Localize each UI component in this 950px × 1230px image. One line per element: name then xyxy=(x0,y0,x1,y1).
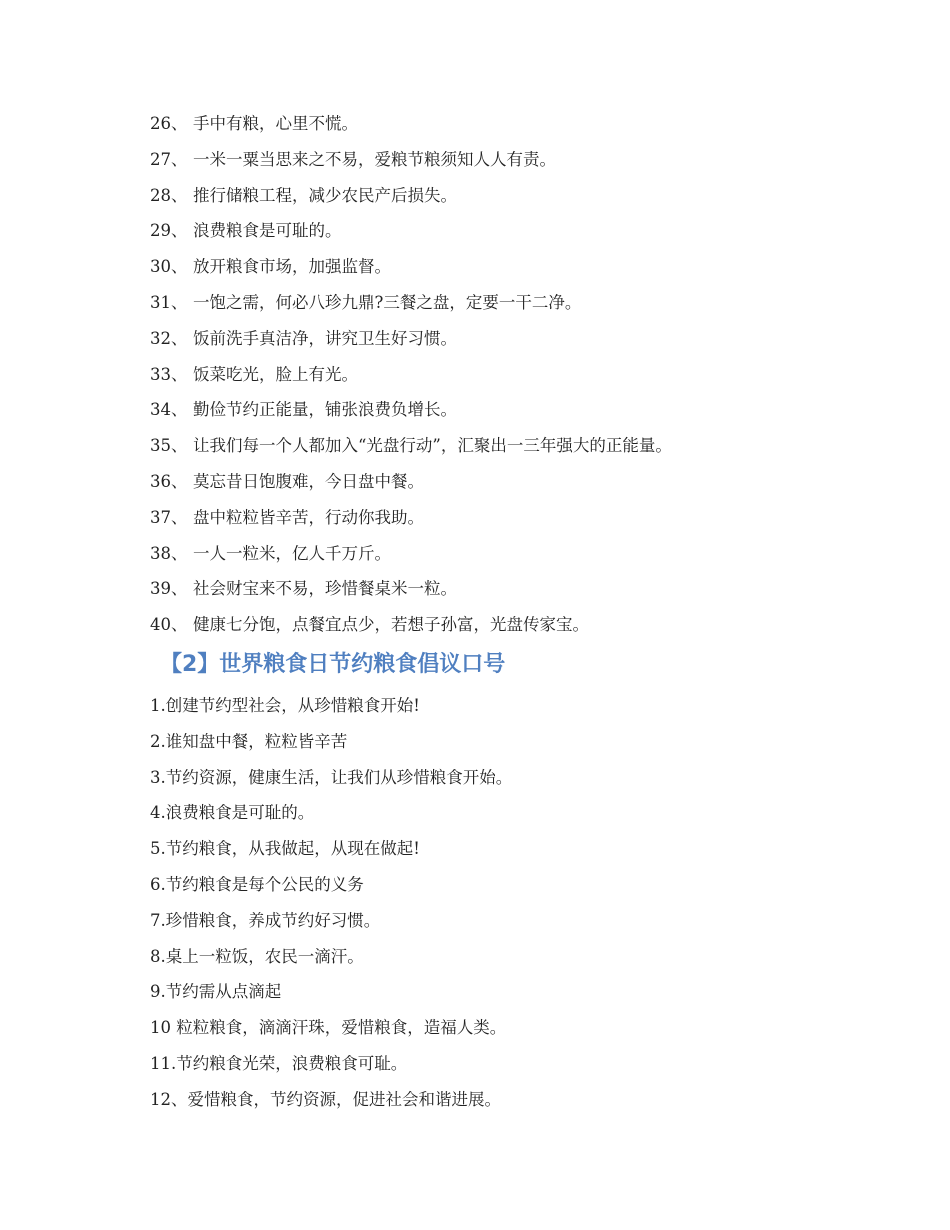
item-text: 一人一粒米，亿人千万斤。 xyxy=(193,543,391,563)
list-item: 1.创建节约型社会，从珍惜粮食开始! xyxy=(150,696,420,715)
list-item xyxy=(150,184,672,220)
item-number: 39、 xyxy=(150,579,188,599)
list-item xyxy=(150,613,672,649)
list-item: 3.节约资源，健康生活，让我们从珍惜粮食开始。 xyxy=(150,767,513,787)
item-text: 放开粮食市场，加强监督。 xyxy=(193,257,391,277)
item-number: 36、 xyxy=(150,471,188,491)
item-text: 一米一粟当思来之不易，爱粮节粮须知人人有责。 xyxy=(193,149,556,169)
list-item xyxy=(150,506,672,542)
list-item: 8.桌上一粒饭，农民一滴汗。 xyxy=(150,946,364,966)
item-number: 34、 xyxy=(150,400,188,420)
item-text: 健康七分饱，点餐宜点少，若想子孙富，光盘传家宝。 xyxy=(193,615,589,635)
list-item xyxy=(150,470,672,506)
item-text: 手中有粮，心里不慌。 xyxy=(193,114,358,133)
item-text: 饭菜吃光，脸上有光。 xyxy=(193,364,358,384)
item-number: 38、 xyxy=(150,543,188,563)
item-number: 27、 xyxy=(150,149,188,169)
item-text: 盘中粒粒皆辛苦，行动你我助。 xyxy=(193,507,424,527)
section-heading: 【2】世界粮食日节约粮食倡议口号 xyxy=(160,652,506,677)
item-number: 35、 xyxy=(150,436,188,456)
list-item xyxy=(150,434,672,470)
item-number: 26、 xyxy=(150,114,188,133)
item-number: 29、 xyxy=(150,221,188,241)
item-text: 社会财宝来不易，珍惜餐桌米一粒。 xyxy=(193,579,457,599)
item-text: 饭前洗手真洁净，讲究卫生好习惯。 xyxy=(193,328,457,348)
item-number: 32、 xyxy=(150,328,188,348)
list-item xyxy=(150,291,672,327)
item-number: 40、 xyxy=(150,615,188,635)
item-text: 浪费粮食是可耻的。 xyxy=(193,221,342,241)
slogan-list-part2 xyxy=(150,694,512,1124)
item-text: 莫忘昔日饱腹难，今日盘中餐。 xyxy=(193,471,424,491)
slogan-list-part1 xyxy=(150,112,672,649)
list-item xyxy=(150,255,672,291)
list-item: 12、爱惜粮食，节约资源，促进社会和谐进展。 xyxy=(150,1089,501,1109)
list-item: 11.节约粮食光荣，浪费粮食可耻。 xyxy=(150,1053,408,1073)
list-item: 7.珍惜粮食，养成节约好习惯。 xyxy=(150,910,381,930)
item-text: 推行储粮工程，减少农民产后损失。 xyxy=(193,185,457,205)
list-item: 5.节约粮食，从我做起，从现在做起! xyxy=(150,839,420,859)
item-text: 让我们每一个人都加入“光盘行动”，汇聚出一三年强大的正能量。 xyxy=(193,436,672,456)
item-number: 30、 xyxy=(150,257,188,277)
item-text: 勤俭节约正能量，铺张浪费负增长。 xyxy=(193,400,457,420)
list-item xyxy=(150,327,672,363)
item-number: 28、 xyxy=(150,185,188,205)
item-number: 33、 xyxy=(150,364,188,384)
list-item xyxy=(150,219,672,255)
list-item: 2.谁知盘中餐，粒粒皆辛苦 xyxy=(150,731,348,751)
list-item xyxy=(150,577,672,613)
item-number: 31、 xyxy=(150,292,188,312)
list-item: 4.浪费粮食是可耻的。 xyxy=(150,803,315,823)
list-item: 9.节约需从点滴起 xyxy=(150,982,282,1002)
list-item: 10 粒粒粮食，滴滴汗珠，爱惜粮食，造福人类。 xyxy=(150,1018,507,1038)
list-item xyxy=(150,148,672,184)
list-item xyxy=(150,112,672,148)
item-number: 37、 xyxy=(150,507,188,527)
list-item: 6.节约粮食是每个公民的义务 xyxy=(150,874,364,894)
list-item xyxy=(150,398,672,434)
list-item xyxy=(150,542,672,578)
list-item xyxy=(150,363,672,399)
item-text: 一饱之需，何必八珍九鼎?三餐之盘，定要一干二净。 xyxy=(193,292,582,312)
